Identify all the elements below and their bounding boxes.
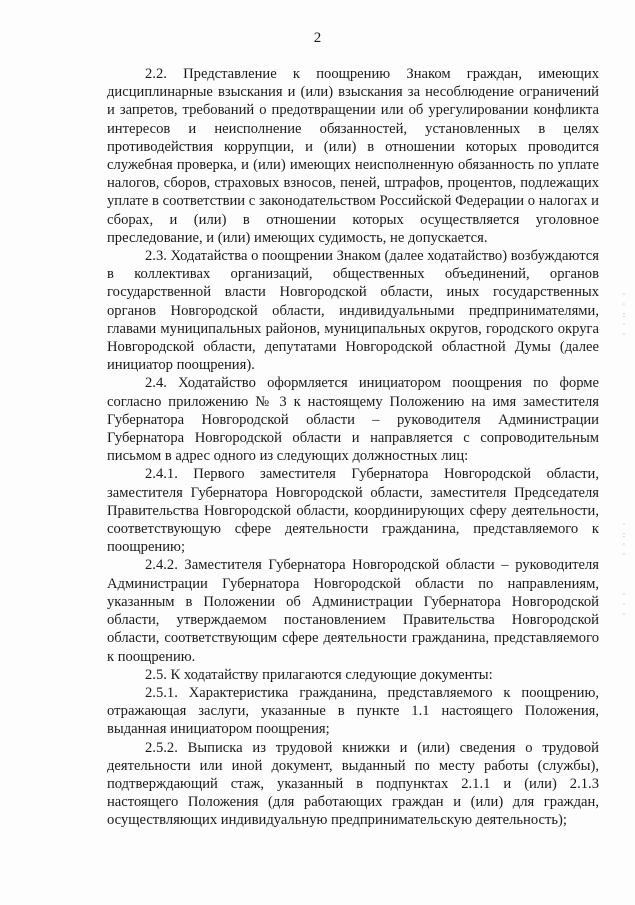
paragraph-2-4-2: 2.4.2. Заместителя Губернатора Новгородской области – руководителя Администрации Губернатора Новгородской области по направлениям, указанным в Положении об Администрации Губернатора Новгородской области, утверждаемом постановлением Правительства Новгородской области, соответствующим сфере деятельности гражданина, представляемого к поощрению. bbox=[107, 557, 599, 665]
scan-artifact: · · · bbox=[622, 590, 626, 619]
paragraph-2-5-1: 2.5.1. Характеристика гражданина, представляемого к поощрению, отражающая заслуги, указанные в пункте 1.1 настоящего Положения, выданная инициатором поощрения; bbox=[107, 684, 599, 738]
paragraph-2-5: 2.5. К ходатайству прилагаются следующие документы: bbox=[145, 666, 493, 683]
scan-artifact: · : · · bbox=[622, 520, 626, 559]
page-number: 2 bbox=[313, 30, 322, 46]
scan-artifact: · · : · · bbox=[622, 290, 626, 339]
paragraph-2-2: 2.2. Представление к поощрению Знаком граждан, имеющих дисциплинарные взыскания и (или) взыскания за несоблюдение ограничений и запретов, требований о предотвращении или об урегулировании конфликта интересов и неисполнение обязанностей, установленных в целях противодействия коррупции, и (или) в отношении которых проводится служебная проверка, и (или) имеющих неисполненную обязанность по уплате налогов, сборов, страховых взносов, пеней, штрафов, процентов, подлежащих уплате в соответствии с законодательством Российской Федерации о налогах и сборах, и (или) в отношении которых осуществляется уголовное преследование, и (или) имеющих судимость, не допускается. bbox=[107, 66, 599, 246]
paragraph-2-3: 2.3. Ходатайства о поощрении Знаком (далее ходатайство) возбуждаются в коллективах организаций, общественных объединений, органов государственной власти Новгородской области, иных государственных органов Новгородской области, индивидуальными предпринимателями, главами муниципальных районов, муниципальных округов, городского округа Новгородской области, депутатами Новгородской областной Думы (далее инициатор поощрения). bbox=[107, 248, 599, 374]
paragraph-2-4: 2.4. Ходатайство оформляется инициатором поощрения по форме согласно приложению № 3 к настоящему Положению на имя заместителя Губернатора Новгородской области – руководителя Администрации Губернатора Новгородской области и направляется с сопроводительным письмом в адрес одного из следующих должностных лиц: bbox=[107, 375, 599, 465]
paragraph-2-4-1: 2.4.1. Первого заместителя Губернатора Новгородской области, заместителя Губернатора Новгородской области, заместителя Председателя Правительства Новгородской области, координирующих сферу деятельности, соответствующую сфере деятельности гражданина, представляемого к поощрению; bbox=[107, 466, 599, 556]
document-body bbox=[107, 65, 599, 830]
paragraph-2-5-2: 2.5.2. Выписка из трудовой книжки и (или) сведения о трудовой деятельности или иной документ, выданный по месту работы (службы), подтверждающий стаж, указанный в подпунктах 2.1.1 и (или) 2.1.3 настоящего Положения (для работающих граждан и (или) для граждан, осуществляющих индивидуальную предпринимательскую деятельность); bbox=[107, 739, 599, 829]
